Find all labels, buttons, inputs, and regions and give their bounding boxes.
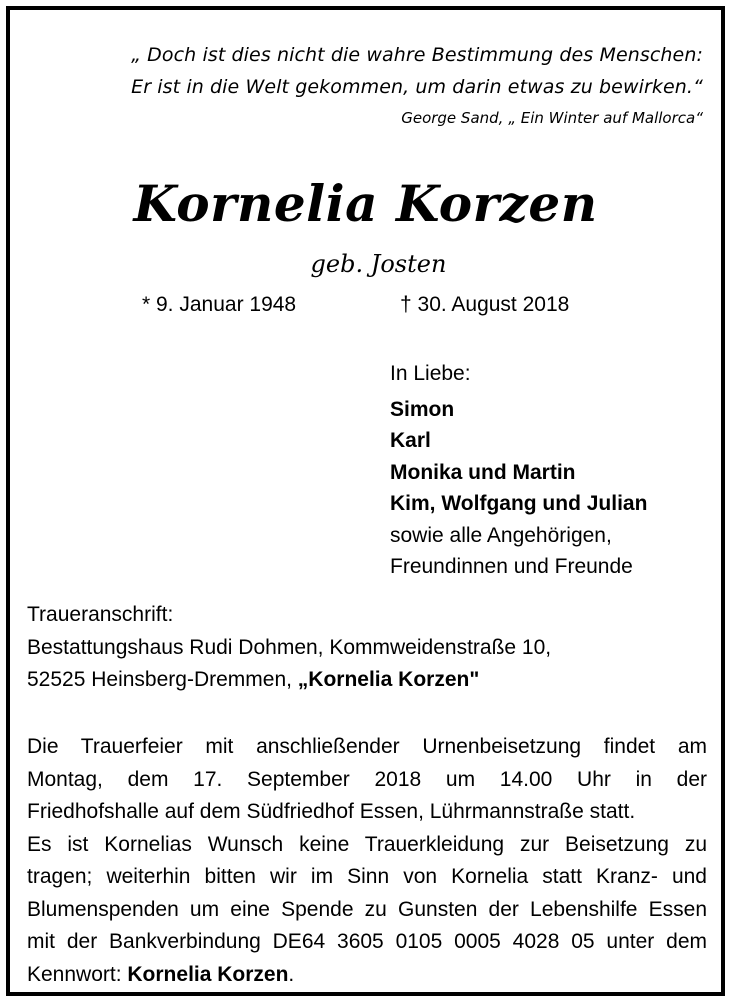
mourner-name: Monika und Martin xyxy=(390,460,576,484)
notice-line: Blumenspenden um eine Spende zu Gunsten der Lebenshilfe Essen xyxy=(27,897,707,921)
notice-line: Friedhofshalle auf dem Südfriedhof Essen, Lührmannstraße statt. xyxy=(27,800,636,823)
address-line-2 xyxy=(27,664,707,697)
address-city: 52525 Heinsberg-Dremmen, xyxy=(27,668,298,691)
funeral-notice xyxy=(27,731,707,991)
mourners-others: Freundinnen und Freunde xyxy=(390,555,633,578)
address-keyword: „Kornelia Korzen" xyxy=(297,668,480,691)
notice-line: Montag, dem 17. September 2018 um 14.00 Uhr in der xyxy=(27,767,707,791)
notice-line: Die Trauerfeier mit anschließender Urnenbeisetzung findet am xyxy=(27,735,707,758)
mourners-intro: In Liebe: xyxy=(390,362,471,385)
notice-line: tragen; weiterhin bitten wir im Sinn von Kornelia statt Kranz- und xyxy=(27,865,707,888)
keyword-label: Kennwort: xyxy=(27,962,128,986)
quote-line-2: Er ist in die Welt gekommen, um darin etwas zu bewirken.“ xyxy=(131,76,703,98)
mourner-name: Simon xyxy=(390,397,455,421)
notice-line: Es ist Kornelias Wunsch keine Trauerkleidung zur Beisetzung zu xyxy=(27,832,707,856)
born-name: geb. Josten xyxy=(310,250,447,278)
address-label: Traueranschrift: xyxy=(27,603,174,626)
death-date: † 30. August 2018 xyxy=(400,293,570,316)
deceased-name: Kornelia Korzen xyxy=(133,174,598,233)
mourner-name: Kim, Wolfgang und Julian xyxy=(390,492,648,515)
obituary-frame xyxy=(6,6,725,996)
birth-date: * 9. Januar 1948 xyxy=(142,293,297,316)
mourning-address xyxy=(27,599,707,697)
quote-line-1: „ Doch ist dies nicht die wahre Bestimmung des Menschen: xyxy=(131,44,703,66)
quote-source: George Sand, „ Ein Winter auf Mallorca“ xyxy=(401,109,703,127)
address-line-1: Bestattungshaus Rudi Dohmen, Kommweidenstraße 10, xyxy=(27,635,552,659)
mourner-name: Karl xyxy=(390,429,431,452)
notice-line: mit der Bankverbindung DE64 3605 0105 0005 4028 05 unter dem xyxy=(27,930,707,953)
mourners-others: sowie alle Angehörigen, xyxy=(390,523,612,547)
notice-last-line xyxy=(27,959,707,992)
mourners-list xyxy=(390,358,647,583)
keyword-period: . xyxy=(288,962,295,986)
keyword-value: Kornelia Korzen xyxy=(127,962,289,986)
